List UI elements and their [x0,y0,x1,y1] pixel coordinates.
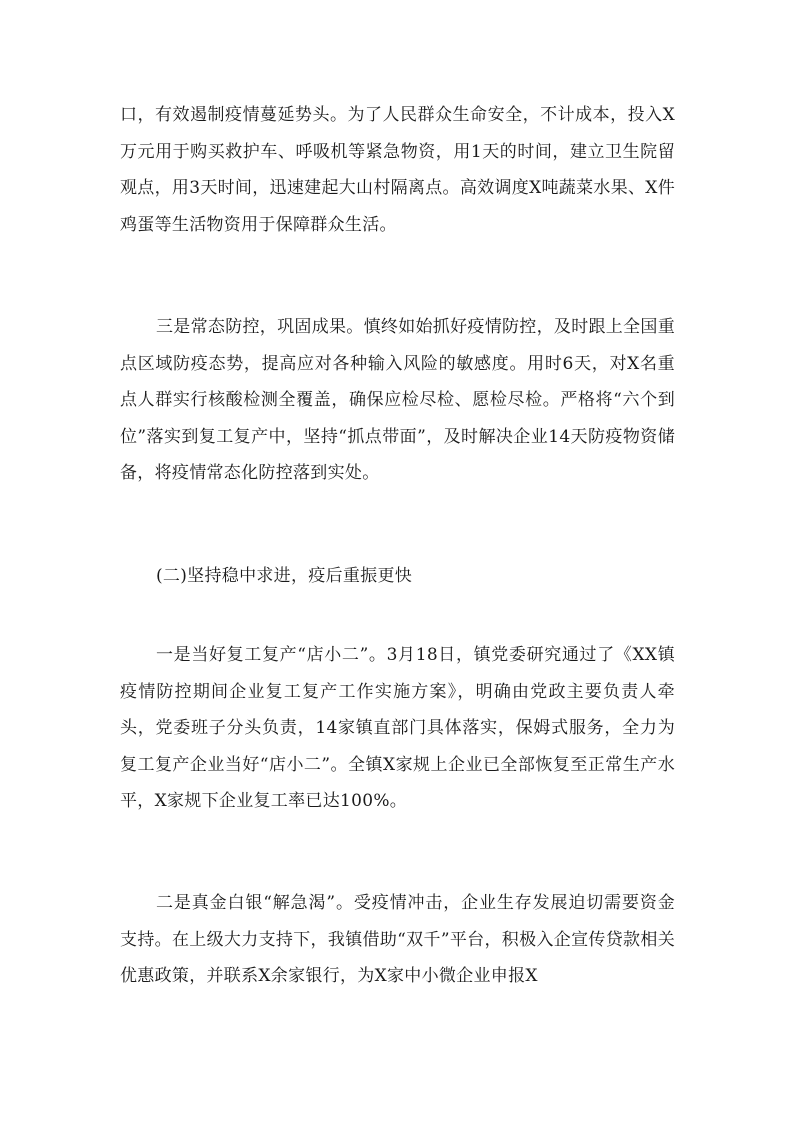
paragraph-resumption-service: 一是当好复工复产“店小二”。3月18日，镇党委研究通过了《XX镇疫情防控期间企业复工复产工作实施方案》，明确由党政主要负责人牵头，党委班子分头负责，14家镇直部门具体落实，保姆式服务，全力为复工复产企业当好“店小二”。全镇X家规上企业已全部恢复至正常生产水平，X家规下企业复工率已达100%。 [120,645,675,811]
paragraph-continuation: 口，有效遏制疫情蔓延势头。为了人民群众生命安全，不计成本，投入X万元用于购买救护车、呼吸机等紧急物资，用1天的时间，建立卫生院留观点，用3天时间，迅速建起大山村隔离点。高效调度X吨蔬菜水果、X件鸡蛋等生活物资用于保障群众生活。 [120,105,675,235]
paragraph-normalized-prevention: 三是常态防控，巩固成果。慎终如始抓好疫情防控，及时跟上全国重点区域防疫态势，提高应对各种输入风险的敏感度。用时6天，对X名重点人群实行核酸检测全覆盖，确保应检尽检、愿检尽检。严格将“六个到位”落实到复工复产中，坚持“抓点带面”，及时解决企业14天防疫物资储备，将疫情常态化防控落到实处。 [120,317,675,483]
section-heading: (二)坚持稳中求进，疫后重振更快 [156,566,413,586]
paragraph-financial-support: 二是真金白银“解急渴”。受疫情冲击，企业生存发展迫切需要资金支持。在上级大力支持下，我镇借助“双千”平台，积极入企宣传贷款相关优惠政策，并联系X余家银行，为X家中小微企业申报X [120,893,675,986]
